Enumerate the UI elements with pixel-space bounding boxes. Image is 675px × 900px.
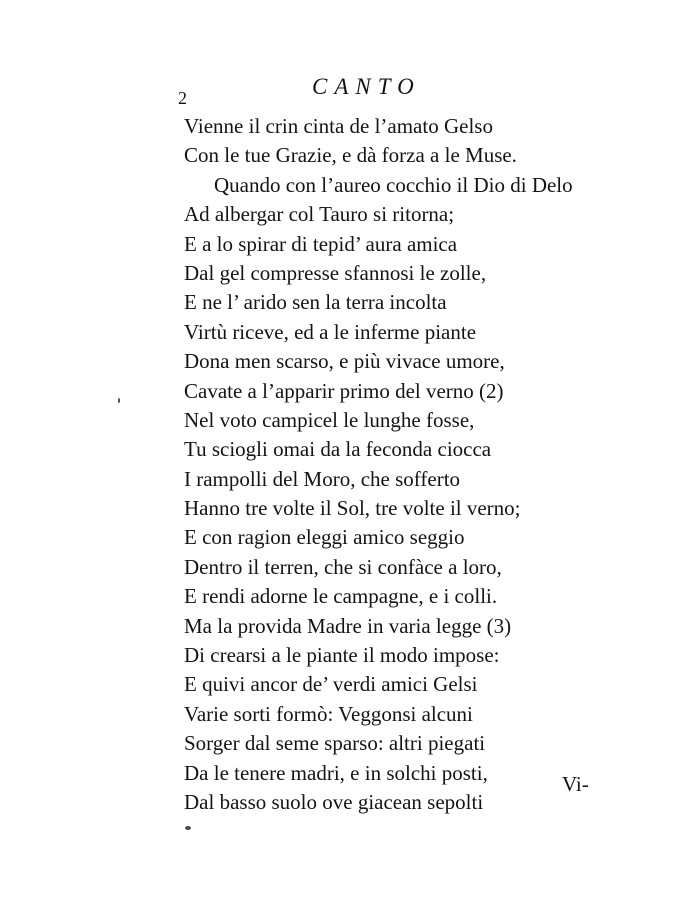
- verse-line: E ne l’ arido sen la terra incolta: [184, 290, 447, 315]
- catchword: Vi-: [562, 772, 589, 796]
- verse-block: [184, 112, 573, 817]
- verse-line: Cavate a l’apparir primo del verno (2): [184, 378, 504, 403]
- page-number: 2: [178, 88, 187, 108]
- verse-line: Da le tenere madri, e in solchi posti,: [184, 760, 488, 785]
- verse-line: Ad albergar col Tauro si ritorna;: [184, 202, 455, 227]
- verse-line: Quando con l’aureo cocchio il Dio di Delo: [214, 172, 573, 197]
- verse-line: Ma la provida Madre in varia legge (3): [184, 613, 512, 638]
- verse-line: E quivi ancor de’ verdi amici Gelsi: [184, 672, 478, 697]
- verse-line: I rampolli del Moro, che sofferto: [184, 466, 461, 491]
- verse-line: Dal basso suolo ove giacean sepolti: [184, 789, 484, 814]
- verse-line: Tu sciogli omai da la feconda ciocca: [184, 437, 492, 462]
- verse-line: Con le tue Grazie, e dà forza a le Muse.: [184, 143, 517, 168]
- verse-line: Dentro il terren, che si confàce a loro,: [184, 554, 502, 579]
- running-head: CANTO: [312, 74, 421, 99]
- verse-line: E rendi adorne le campagne, e i colli.: [184, 584, 498, 609]
- verse-line: Dona men scarso, e più vivace umore,: [184, 349, 505, 374]
- verse-line: Varie sorti formò: Veggonsi alcuni: [184, 701, 473, 726]
- verse-line: E a lo spirar di tepid’ aura amica: [184, 231, 458, 256]
- ink-speck: [185, 826, 191, 830]
- verse-line: Sorger dal seme sparso: altri piegati: [184, 731, 486, 756]
- verse-line: Nel voto campicel le lunghe fosse,: [184, 407, 475, 432]
- verse-line: Di crearsi a le piante il modo impose:: [184, 643, 500, 668]
- ink-speck: [118, 398, 120, 403]
- verse-line: Hanno tre volte il Sol, tre volte il verno;: [184, 496, 521, 521]
- verse-line: Vienne il crin cinta de l’amato Gelso: [184, 114, 493, 138]
- verse-line: E con ragion eleggi amico seggio: [184, 525, 465, 550]
- verse-line: Virtù riceve, ed a le inferme piante: [184, 319, 477, 344]
- verse-line: Dal gel compresse sfannosi le zolle,: [184, 260, 487, 285]
